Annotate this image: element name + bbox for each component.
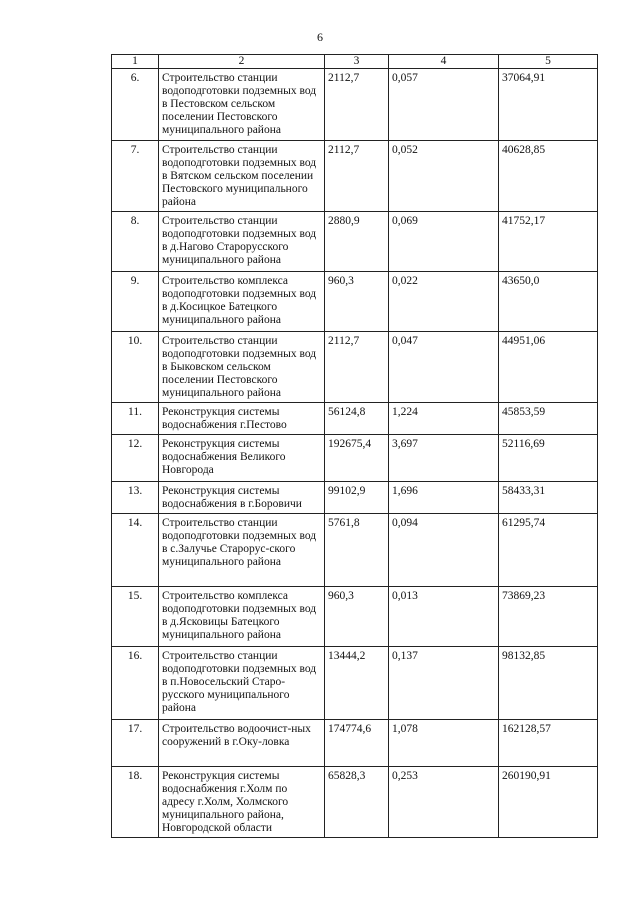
table-row xyxy=(112,141,598,212)
value-col-4: 0,069 xyxy=(389,212,499,272)
value-col-5: 40628,85 xyxy=(499,141,598,212)
table-row xyxy=(112,332,598,403)
row-number: 14. xyxy=(112,514,159,587)
value-col-3: 960,3 xyxy=(325,272,389,332)
value-col-3: 2112,7 xyxy=(325,141,389,212)
header-row xyxy=(112,55,598,69)
column-header: 3 xyxy=(325,55,389,69)
table-row xyxy=(112,435,598,482)
row-number: 9. xyxy=(112,272,159,332)
value-col-3: 960,3 xyxy=(325,587,389,647)
column-header: 4 xyxy=(389,55,499,69)
value-col-5: 98132,85 xyxy=(499,647,598,720)
page-number: 6 xyxy=(317,30,323,44)
table-row xyxy=(112,514,598,587)
project-name: Строительство станции водоподготовки подземных вод в Вятском сельском поселении Пестовского муниципального района xyxy=(159,141,325,212)
value-col-3: 2112,7 xyxy=(325,69,389,141)
value-col-5: 45853,59 xyxy=(499,403,598,435)
column-header: 1 xyxy=(112,55,159,69)
value-col-4: 0,137 xyxy=(389,647,499,720)
table-row xyxy=(112,212,598,272)
value-col-4: 3,697 xyxy=(389,435,499,482)
row-number: 13. xyxy=(112,482,159,514)
table-row xyxy=(112,647,598,720)
table-row xyxy=(112,767,598,838)
row-number: 16. xyxy=(112,647,159,720)
value-col-5: 37064,91 xyxy=(499,69,598,141)
value-col-3: 99102,9 xyxy=(325,482,389,514)
row-number: 7. xyxy=(112,141,159,212)
value-col-4: 0,094 xyxy=(389,514,499,587)
value-col-4: 1,224 xyxy=(389,403,499,435)
value-col-5: 58433,31 xyxy=(499,482,598,514)
project-name: Строительство станции водоподготовки подземных вод в д.Нагово Старорусского муниципального района xyxy=(159,212,325,272)
project-name: Строительство станции водоподготовки подземных вод в Пестовском сельском поселении Пестовского муниципального района xyxy=(159,69,325,141)
project-name: Реконструкция системы водоснабжения Великого Новгорода xyxy=(159,435,325,482)
row-number: 18. xyxy=(112,767,159,838)
value-col-5: 44951,06 xyxy=(499,332,598,403)
value-col-4: 1,078 xyxy=(389,720,499,767)
row-number: 15. xyxy=(112,587,159,647)
value-col-5: 41752,17 xyxy=(499,212,598,272)
row-number: 10. xyxy=(112,332,159,403)
value-col-4: 0,013 xyxy=(389,587,499,647)
project-name: Строительство станции водоподготовки подземных вод в с.Залучье Старорус-ского муниципального района xyxy=(159,514,325,587)
table-row xyxy=(112,272,598,332)
data-table xyxy=(111,54,598,838)
value-col-3: 65828,3 xyxy=(325,767,389,838)
value-col-5: 43650,0 xyxy=(499,272,598,332)
row-number: 17. xyxy=(112,720,159,767)
value-col-3: 56124,8 xyxy=(325,403,389,435)
value-col-3: 5761,8 xyxy=(325,514,389,587)
row-number: 11. xyxy=(112,403,159,435)
row-number: 8. xyxy=(112,212,159,272)
value-col-4: 0,052 xyxy=(389,141,499,212)
table-row xyxy=(112,587,598,647)
column-header: 2 xyxy=(159,55,325,69)
table-row xyxy=(112,69,598,141)
project-name: Реконструкция системы водоснабжения г.Холм по адресу г.Холм, Холмского муниципального района, Новгородской области xyxy=(159,767,325,838)
value-col-4: 0,022 xyxy=(389,272,499,332)
value-col-5: 260190,91 xyxy=(499,767,598,838)
project-name: Строительство комплекса водоподготовки подземных вод в д.Ясковицы Батецкого муниципального района xyxy=(159,587,325,647)
value-col-3: 192675,4 xyxy=(325,435,389,482)
value-col-3: 2880,9 xyxy=(325,212,389,272)
value-col-4: 0,253 xyxy=(389,767,499,838)
column-header: 5 xyxy=(499,55,598,69)
project-name: Реконструкция системы водоснабжения в г.Боровичи xyxy=(159,482,325,514)
value-col-3: 13444,2 xyxy=(325,647,389,720)
table-row xyxy=(112,403,598,435)
project-name: Строительство комплекса водоподготовки подземных вод в д.Косицкое Батецкого муниципального района xyxy=(159,272,325,332)
value-col-3: 174774,6 xyxy=(325,720,389,767)
value-col-4: 0,047 xyxy=(389,332,499,403)
row-number: 12. xyxy=(112,435,159,482)
value-col-5: 162128,57 xyxy=(499,720,598,767)
value-col-5: 73869,23 xyxy=(499,587,598,647)
value-col-5: 52116,69 xyxy=(499,435,598,482)
table-row xyxy=(112,720,598,767)
table-row xyxy=(112,482,598,514)
project-name: Реконструкция системы водоснабжения г.Пестово xyxy=(159,403,325,435)
project-name: Строительство водоочист-ных сооружений в г.Оку-ловка xyxy=(159,720,325,767)
value-col-5: 61295,74 xyxy=(499,514,598,587)
value-col-4: 0,057 xyxy=(389,69,499,141)
value-col-4: 1,696 xyxy=(389,482,499,514)
project-name: Строительство станции водоподготовки подземных вод в Быковском сельском поселении Пестовского муниципального района xyxy=(159,332,325,403)
value-col-3: 2112,7 xyxy=(325,332,389,403)
row-number: 6. xyxy=(112,69,159,141)
project-name: Строительство станции водоподготовки подземных вод в п.Новосельский Старо-русского муниципального района xyxy=(159,647,325,720)
